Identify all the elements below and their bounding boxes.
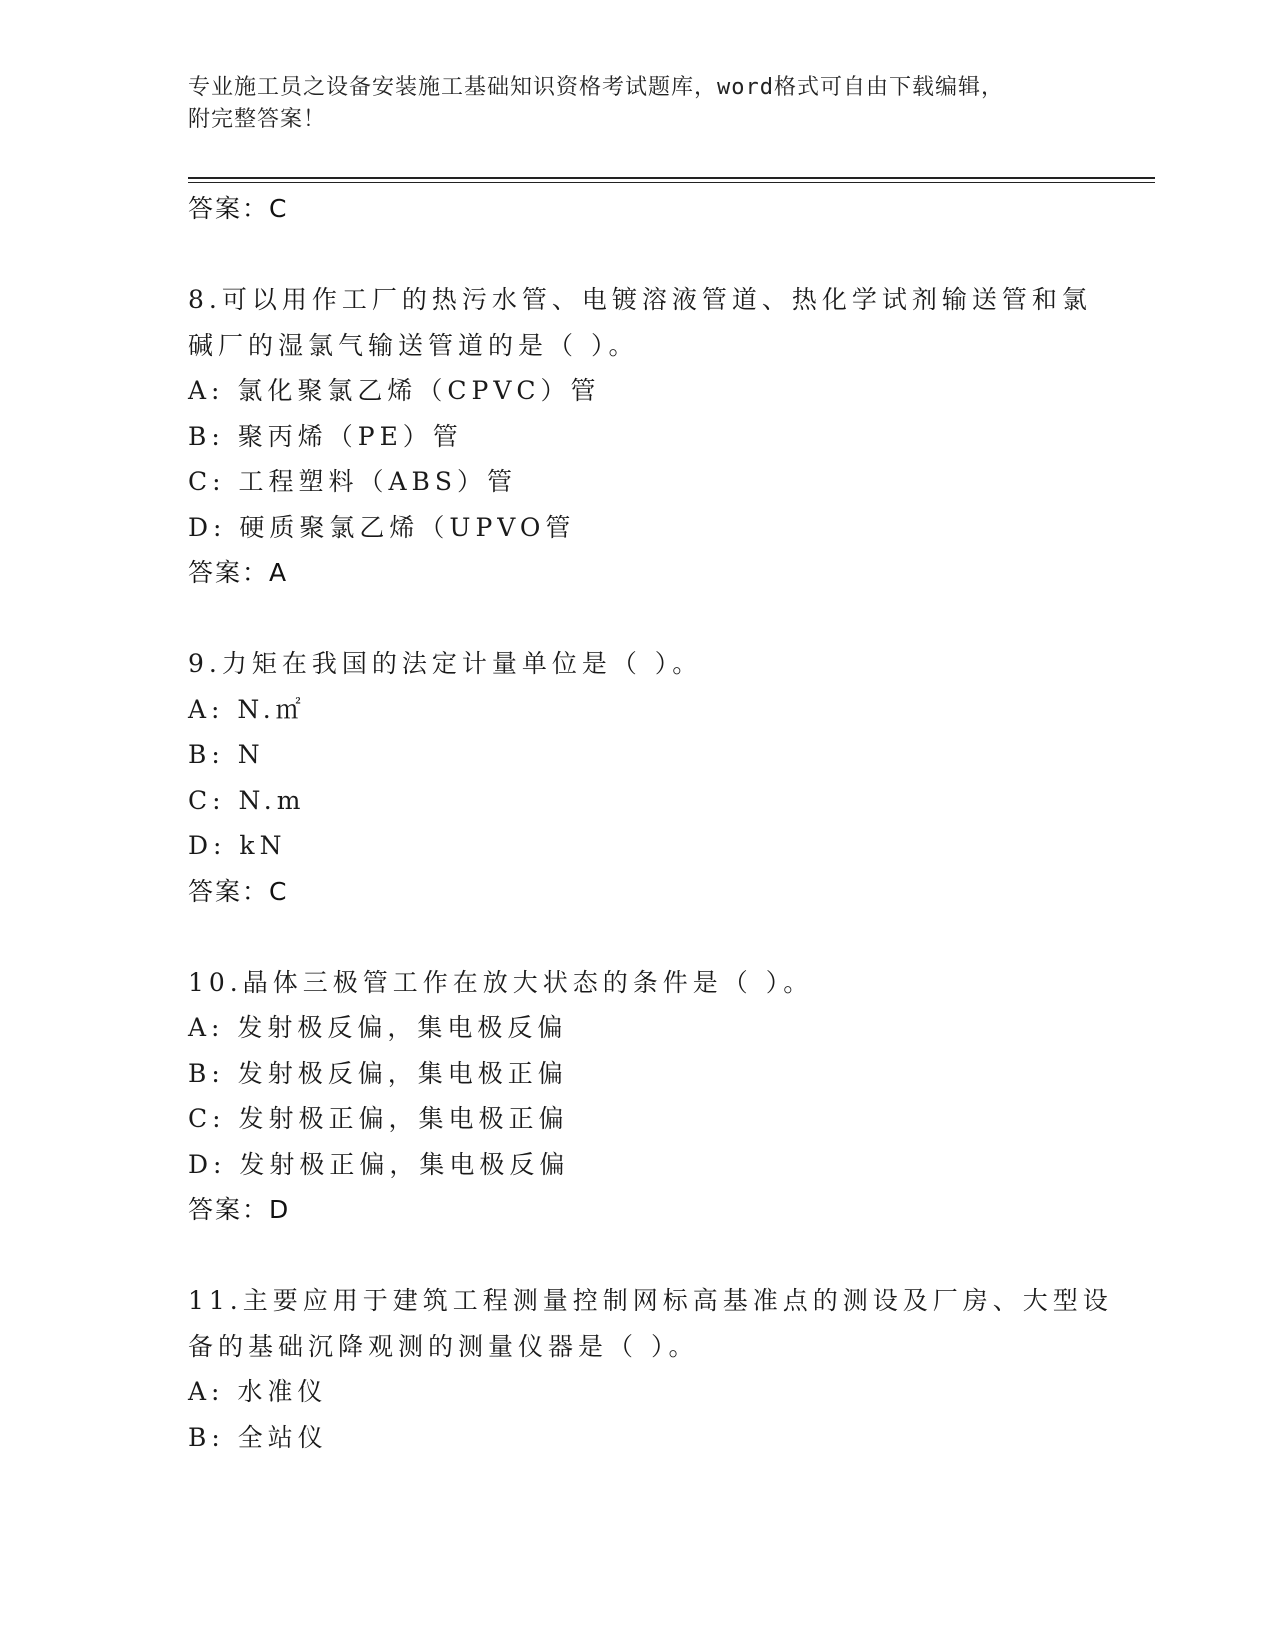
question-stem-line: 8.可以用作工厂的热污水管、电镀溶液管道、热化学试剂输送管和氯: [188, 285, 1092, 314]
spacer: [188, 232, 1088, 278]
option-a: A: N.㎡: [188, 694, 306, 724]
answer-line: 答案：C: [188, 194, 289, 223]
question-stem-line: 备的基础沉降观测的测量仪器是（ ）。: [188, 1331, 699, 1361]
option-d: D: 发射极正偏，集电极反偏: [188, 1149, 570, 1179]
answer-line: 答案：D: [188, 1195, 291, 1224]
option-a: A: 氯化聚氯乙烯（CPVC）管: [188, 376, 601, 405]
question-8: [188, 277, 1092, 596]
header-rule-thin: [188, 182, 1155, 183]
option-d: D: 硬质聚氯乙烯（UPVO管: [188, 512, 576, 542]
header-line-2: 附完整答案！: [188, 107, 327, 132]
document-header: [188, 72, 1068, 136]
spacer: [188, 1233, 1088, 1279]
question-11: [188, 1278, 1113, 1460]
answer-line: 答案：C: [188, 876, 289, 906]
question-9: [188, 641, 1088, 914]
question-stem-line: 10.晶体三极管工作在放大状态的条件是（ ）。: [188, 967, 814, 997]
option-b: B: N: [188, 740, 265, 769]
header-line-1: 专业施工员之设备安装施工基础知识资格考试题库，word格式可自由下载编辑，: [188, 75, 1004, 100]
option-b: B: 发射极反偏，集电极正偏: [188, 1058, 568, 1088]
option-a: A: 水准仪: [188, 1377, 328, 1406]
option-c: C: 发射极正偏，集电极正偏: [188, 1104, 569, 1133]
question-stem-line: 碱厂的湿氯气输送管道的是（ ）。: [188, 330, 639, 360]
option-b: B: 全站仪: [188, 1422, 328, 1452]
spacer: [188, 596, 1088, 642]
option-d: D: kN: [188, 831, 287, 860]
option-c: C: 工程塑料（ABS）管: [188, 467, 518, 496]
question-list: [188, 186, 1113, 1460]
option-a: A: 发射极反偏，集电极反偏: [188, 1013, 568, 1042]
spacer: [188, 914, 1088, 960]
option-c: C: N.m: [188, 785, 306, 815]
question-10: [188, 960, 1088, 1233]
answer-line: 答案：A: [188, 558, 289, 587]
option-b: B: 聚丙烯（PE）管: [188, 421, 463, 451]
header-rule-thick: [188, 177, 1155, 179]
question-stem-line: 11.主要应用于建筑工程测量控制网标高基准点的测设及厂房、大型设: [188, 1286, 1113, 1315]
question-stem-line: 9.力矩在我国的法定计量单位是（ ）。: [188, 649, 703, 678]
